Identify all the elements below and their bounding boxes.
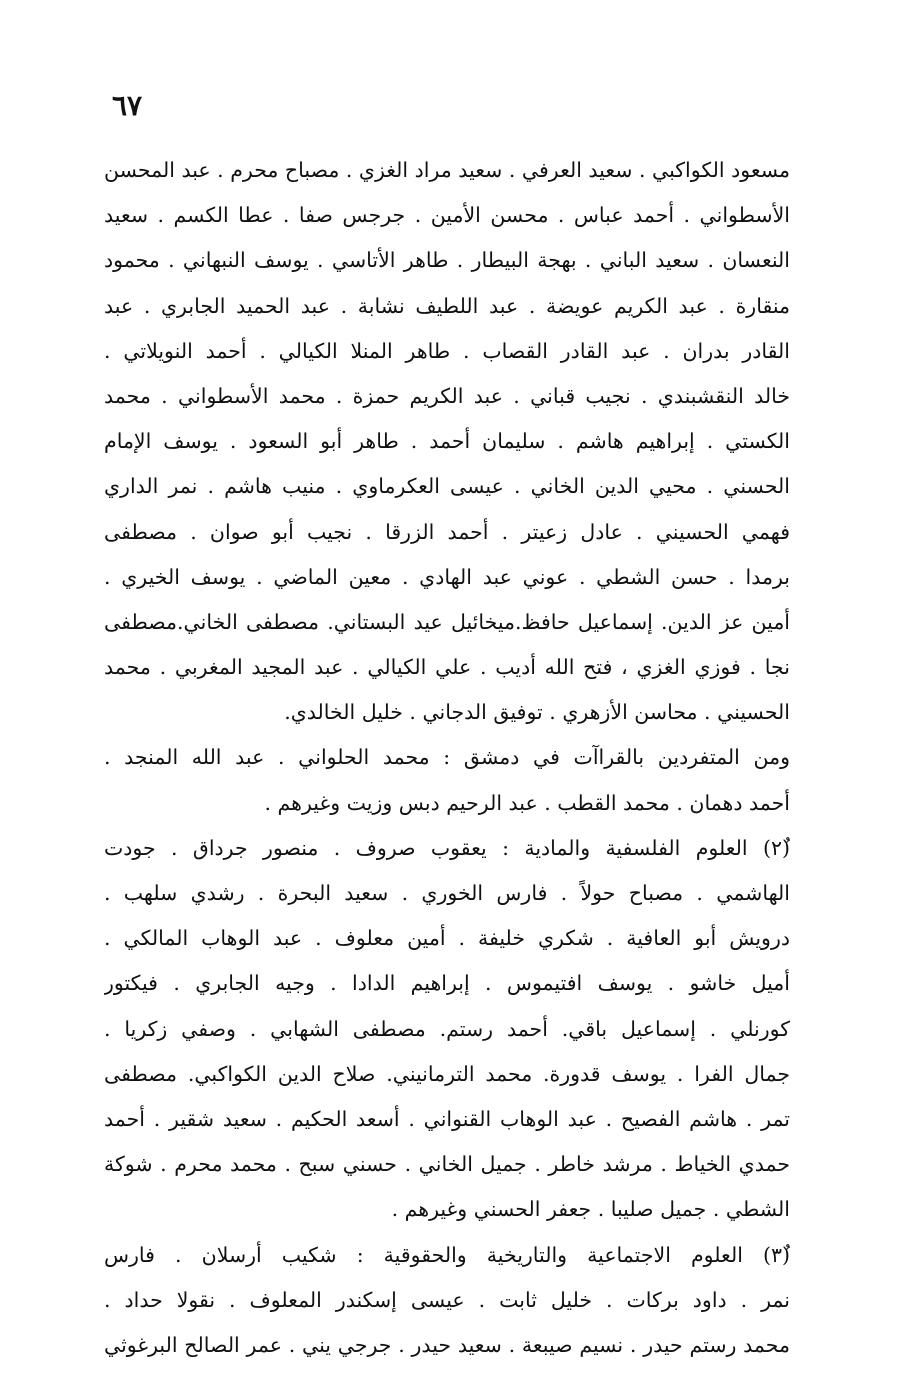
text-line: الكستي . إبراهيم هاشم . سليمان أحمد . طاهر أبو السعود . يوسف الإمام bbox=[104, 429, 790, 454]
text-line: كورنلي . إسماعيل باقي. أحمد رستم. مصطفى الشهابي . وصفي زكريا . bbox=[104, 1016, 790, 1041]
text-line: النعسان . سعيد الباني . بهجة البيطار . طاهر الأتاسي . يوسف النبهاني . محمود bbox=[104, 248, 790, 273]
text-line: درويش أبو العافية . شكري خليفة . أمين معلوف . عبد الوهاب المالكي . bbox=[104, 926, 790, 951]
text-line: جمال الفرا . يوسف قدورة. محمد الترمانيني. صلاح الدين الكواكبي. مصطفى bbox=[104, 1061, 790, 1086]
text-line: مسعود الكواكبي . سعيد العرفي . سعيد مراد الغزي . مصباح محرم . عبد المحسن bbox=[104, 158, 790, 182]
text-line: فهمي الحسيني . عادل زعيتر . أحمد الزرقا . نجيب أبو صوان . مصطفى bbox=[104, 519, 790, 544]
text-line: الحسيني . محاسن الأزهري . توفيق الدجاني . خليل الخالدي. bbox=[284, 700, 790, 725]
text-line: أمين عز الدين. إسماعيل حافظ.ميخائيل عيد البستاني. مصطفى الخاني.مصطفى bbox=[104, 609, 790, 634]
text-line: محمد رستم حيدر . نسيم صيبعة . سعيد حيدر . جرجي يني . عمر الصالح البرغوثي bbox=[104, 1332, 790, 1357]
text-line: الحسني . محيي الدين الخاني . عيسى العكرماوي . منيب هاشم . نمر الداري bbox=[104, 474, 790, 499]
text-line: القادر بدران . عبد القادر القصاب . طاهر المنلا الكيالي . أحمد النويلاتي . bbox=[104, 338, 790, 363]
text-line: نمر . داود بركات . خليل ثابت . عيسى إسكندر المعلوف . نقولا حداد . bbox=[104, 1287, 790, 1312]
text-line: (٢ٌ) العلوم الفلسفية والمادية : يعقوب صروف . منصور جرداق . جودت bbox=[104, 835, 790, 860]
text-line: خالد النقشبندي . نجيب قباني . عبد الكريم حمزة . محمد الأسطواني . محمد bbox=[104, 383, 790, 408]
text-line: الهاشمي . مصباح حولاً . فارس الخوري . سعيد البحرة . رشدي سلهب . bbox=[104, 881, 790, 905]
text-line: ومن المتفردين بالقراآت في دمشق : محمد الحلواني . عبد الله المنجد . bbox=[104, 745, 790, 770]
text-line: حمدي الخياط . مرشد خاطر . جميل الخاني . حسني سبح . محمد محرم . شوكة bbox=[104, 1152, 790, 1177]
page-body bbox=[104, 148, 790, 1368]
text-line: الأسطواني . أحمد عباس . محسن الأمين . جرجس صفا . عطا الكسم . سعيد bbox=[104, 203, 790, 228]
text-line: نجا . فوزي الغزي ، فتح الله أديب . علي الكيالي . عبد المجيد المغربي . محمد bbox=[104, 655, 790, 680]
text-line: منقارة . عبد الكريم عويضة . عبد اللطيف نشابة . عبد الحميد الجابري . عبد bbox=[104, 293, 790, 318]
text-line: تمر . هاشم الفصيح . عبد الوهاب القنواني . أسعد الحكيم . سعيد شقير . أحمد bbox=[104, 1106, 790, 1131]
text-line: (٣ٌ) العلوم الاجتماعية والتاريخية والحقوقية : شكيب أرسلان . فارس bbox=[104, 1242, 790, 1267]
text-line: أحمد دهمان . محمد القطب . عبد الرحيم دبس وزيت وغيرهم . bbox=[264, 790, 790, 815]
text-line: الشطي . جميل صليبا . جعفر الحسني وغيرهم . bbox=[391, 1197, 790, 1222]
text-line: برمدا . حسن الشطي . عوني عبد الهادي . معين الماضي . يوسف الخيري . bbox=[104, 564, 790, 589]
text-line: أميل خاشو . يوسف افتيموس . إبراهيم الدادا . وجيه الجابري . فيكتور bbox=[104, 971, 790, 996]
page-number: ٦٧ bbox=[112, 89, 143, 122]
